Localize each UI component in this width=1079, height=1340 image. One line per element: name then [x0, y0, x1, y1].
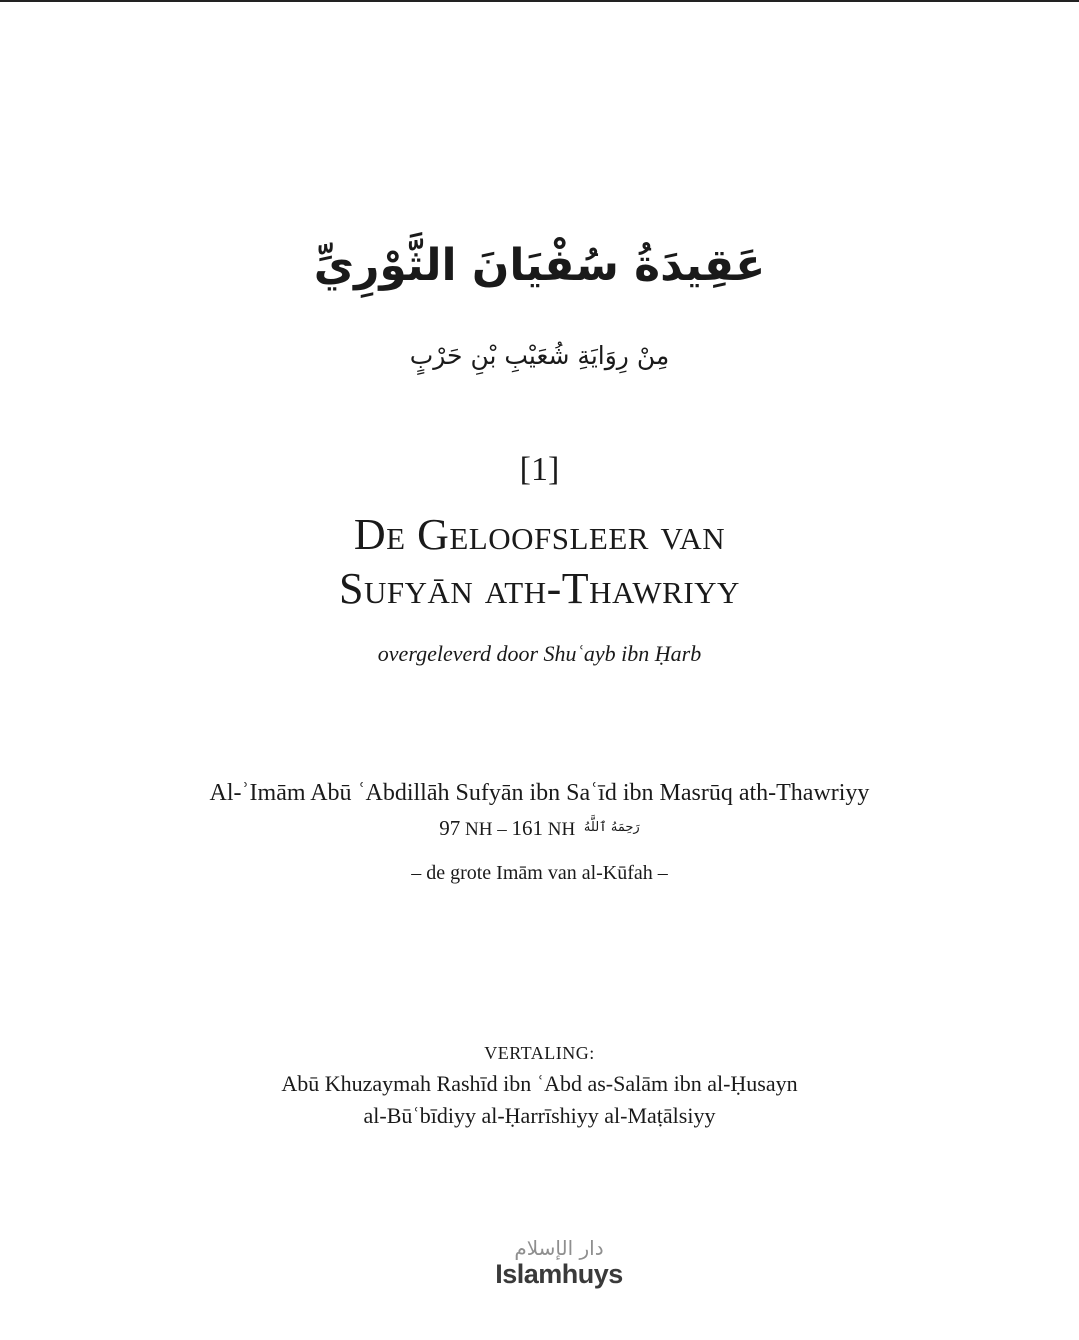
- death-era: NH: [547, 819, 576, 840]
- translation-label: VERTALING:: [484, 1043, 595, 1063]
- author-dates: [0, 815, 1079, 843]
- top-border-line: [0, 0, 1079, 2]
- chapter-number: [1]: [519, 451, 560, 488]
- page-subtitle: overgeleverd door Shuʿayb ibn Ḥarb: [377, 641, 702, 666]
- death-year: 161: [511, 816, 543, 840]
- translator-name-line-2: al-Būʿbīdiyy al-Ḥarrīshiyy al-Maṭālsiyy: [363, 1103, 716, 1128]
- page-title: [0, 508, 1079, 615]
- birth-era: NH: [465, 819, 493, 840]
- title-line-1: De Geloofsleer van: [353, 510, 726, 559]
- publisher-logo-arabic: دار الإسلام: [514, 1236, 604, 1260]
- honorific-glyph: رَحِمَهُ ٱللَّهُ: [583, 820, 640, 835]
- translator-name-line-1: Abū Khuzaymah Rashīd ibn ʿAbd as-Salām ibn al-Ḥusayn: [281, 1071, 798, 1096]
- date-dash: –: [497, 819, 507, 840]
- arabic-title: عَقِيدَةُ سُفْيَانَ الثَّوْرِيِّ: [313, 240, 766, 291]
- author-name: Al-ʾImām Abū ʿAbdillāh Sufyān ibn Saʿīd ibn Masrūq ath-Thawriyy: [209, 780, 870, 806]
- author-epithet: – de grote Imām van al-Kūfah –: [411, 862, 668, 884]
- birth-year: 97: [439, 816, 461, 840]
- publisher-name: Islamhuys: [495, 1259, 623, 1289]
- publisher-logo: [489, 1236, 629, 1290]
- title-line-2: Sufyān ath-Thawriyy: [339, 563, 740, 613]
- arabic-subtitle: مِنْ رِوَايَةِ شُعَيْبِ بْنِ حَرْبٍ: [409, 341, 670, 370]
